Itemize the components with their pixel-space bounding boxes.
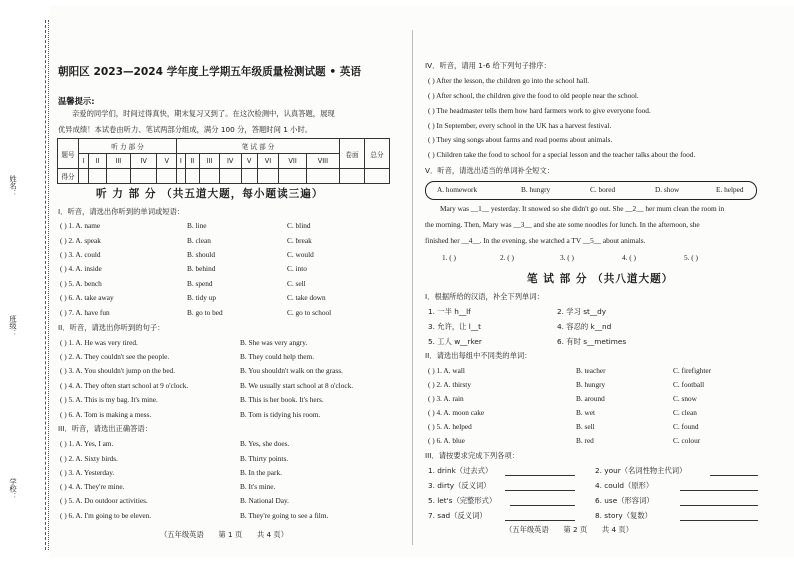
score-table-total: 总分 xyxy=(365,139,390,169)
written-s3-title: III．请按要求完成下列各项： xyxy=(425,451,520,460)
ordering-item: ( ) In September, every school in the UK has a harvest festival. xyxy=(428,121,612,130)
option-c: C. football xyxy=(673,380,705,389)
ordering-item: ( ) Children take the food to school for a special lesson and the teacher talks about the food. xyxy=(428,150,696,159)
score-table-listening: 听 力 部 分 xyxy=(79,139,177,154)
option-b: B. teacher xyxy=(576,366,606,375)
passage-line-3: finished her __4__. In the evening, she watched a TV __5__ about animals. xyxy=(425,236,646,245)
answer-line[interactable] xyxy=(505,490,575,491)
ordering-item: ( ) The headmaster tells them how hard farmers work to give everyone food. xyxy=(428,106,651,115)
score-table-numeral: V xyxy=(157,154,177,169)
question-stem: ( ) 3. A. rain xyxy=(428,394,464,403)
class-label: 班级： xyxy=(9,315,18,337)
question-stem: ( ) 1. A. name xyxy=(60,221,101,230)
option-c: C. colour xyxy=(673,436,701,445)
transform-item: 6. use（形容词） xyxy=(595,496,654,505)
option-b: B. In the park. xyxy=(240,468,282,477)
passage-line-2: the morning. Then, Mary was __3__ and she ate some noodles for lunch. In the afternoon, she xyxy=(425,220,700,229)
option-b: B. National Day. xyxy=(240,496,289,505)
fill-letter-item: 2. 学习 st__dy xyxy=(557,307,607,316)
question-stem: ( ) 2. A. speak xyxy=(60,236,101,245)
page-title: 朝阳区 2023—2024 学年度上学期五年级质量检测试题 • 英语 xyxy=(58,66,361,78)
answer-blank[interactable]: 5. ( ) xyxy=(684,253,698,262)
score-table-numeral: V xyxy=(241,154,257,169)
tips-line-1: 亲爱的同学们，时间过得真快，期末复习又到了。在这次检测中，认真答题，展现 xyxy=(72,109,335,118)
written-heading: 笔 试 部 分 （共八道大题） xyxy=(527,273,674,285)
word-option: D. show xyxy=(655,185,680,194)
question-stem: ( ) 2. A. thirsty xyxy=(428,380,471,389)
option-b: B. It's mine. xyxy=(240,482,276,491)
score-table-label-number: 题号 xyxy=(58,139,79,169)
passage-line-1: Mary was __1__ yesterday. It snowed so she didn't go out. She __2__ her mum clean the room in xyxy=(440,204,725,213)
option-c: C. clean xyxy=(673,408,697,417)
question-stem: ( ) 6. A. I'm going to be eleven. xyxy=(60,511,152,520)
option-b: B. They could help them. xyxy=(240,352,315,361)
score-table-volume: 卷面 xyxy=(340,139,365,169)
word-option: B. hungry xyxy=(521,185,551,194)
option-c: C. into xyxy=(287,264,307,273)
fill-letter-item: 1. 一半 h__lf xyxy=(428,307,471,316)
listening-heading: 听 力 部 分 （共五道大题，每小题读三遍） xyxy=(96,188,324,200)
written-s1-title: I．根据所给的汉语，补全下列单词： xyxy=(425,292,544,301)
answer-blank[interactable]: 3. ( ) xyxy=(560,253,574,262)
score-table-numeral: VI xyxy=(257,154,279,169)
question-stem: ( ) 4. A. inside xyxy=(60,264,102,273)
option-c: C. break xyxy=(287,236,312,245)
transform-item: 8. story（复数） xyxy=(595,511,652,520)
listening-s4-title: IV．听音，请用 1-6 给下列句子排序： xyxy=(425,61,551,70)
question-stem: ( ) 4. A. They're mine. xyxy=(60,482,125,491)
word-option: C. bored xyxy=(590,185,616,194)
score-table-label-score: 得分 xyxy=(58,169,79,184)
option-b: B. You shouldn't walk on the grass. xyxy=(240,366,343,375)
option-c: C. go to school xyxy=(287,308,332,317)
answer-blank[interactable]: 2. ( ) xyxy=(500,253,514,262)
word-option: E. helped xyxy=(716,185,744,194)
transform-item: 2. your（名词性物主代词） xyxy=(595,466,687,475)
question-stem: ( ) 5. A. This is my bag. It's mine. xyxy=(60,395,158,404)
question-stem: ( ) 1. A. He was very tired. xyxy=(60,338,138,347)
tips-title: 温馨提示: xyxy=(58,96,95,106)
answer-blank[interactable]: 4. ( ) xyxy=(622,253,636,262)
answer-line[interactable] xyxy=(510,505,575,506)
option-b: B. hungry xyxy=(576,380,606,389)
score-table-numeral: III xyxy=(199,154,219,169)
option-b: B. wet xyxy=(576,408,596,417)
answer-blank[interactable]: 1. ( ) xyxy=(442,253,456,262)
question-stem: ( ) 7. A. have fun xyxy=(60,308,110,317)
option-b: B. should xyxy=(187,250,215,259)
score-table-numeral: I xyxy=(79,154,89,169)
transform-item: 3. dirty（反义词） xyxy=(428,481,491,490)
score-table-numeral: VII xyxy=(279,154,306,169)
score-table-numeral: II xyxy=(185,154,199,169)
question-stem: ( ) 4. A. moon cake xyxy=(428,408,485,417)
question-stem: ( ) 5. A. Do outdoor activities. xyxy=(60,496,148,505)
option-b: B. She was very angry. xyxy=(240,338,308,347)
question-stem: ( ) 2. A. They couldn't see the people. xyxy=(60,352,170,361)
answer-line[interactable] xyxy=(680,490,758,491)
question-stem: ( ) 6. A. blue xyxy=(428,436,465,445)
fill-letter-item: 5. 工人 w__rker xyxy=(428,337,482,346)
transform-item: 4. could（原形） xyxy=(595,481,654,490)
option-b: B. behind xyxy=(187,264,216,273)
score-table-numeral: VIII xyxy=(306,154,339,169)
fill-letter-item: 6. 有时 s__metimes xyxy=(557,337,627,346)
answer-line[interactable] xyxy=(680,505,758,506)
binding-line-inner xyxy=(48,20,49,550)
score-table-numeral: III xyxy=(106,154,130,169)
option-c: C. snow xyxy=(673,394,697,403)
option-b: B. They're going to see a film. xyxy=(240,511,329,520)
option-c: C. found xyxy=(673,422,699,431)
written-s2-title: II．请选出每组中不同类的单词： xyxy=(425,351,532,360)
transform-item: 1. drink（过去式） xyxy=(428,466,493,475)
footer-page-1: （五年级英语 第 1 页 共 4 页） xyxy=(160,530,289,539)
option-c: C. would xyxy=(287,250,314,259)
listening-s3-title: III．听音，请选出正确答语： xyxy=(58,424,153,433)
listening-s1-title: I．听音，请选出你听到的单词或短语： xyxy=(58,207,185,216)
fill-letter-item: 4. 容忍的 k__nd xyxy=(557,322,612,331)
option-b: B. Thirty points. xyxy=(240,454,289,463)
option-b: B. We usually start school at 8 o'clock. xyxy=(240,381,354,390)
transform-item: 7. sad（反义词） xyxy=(428,511,487,520)
name-label: 姓名： xyxy=(9,175,18,197)
school-label: 学校： xyxy=(9,478,18,500)
footer-page-2: （五年级英语 第 2 页 共 4 页） xyxy=(505,525,634,534)
question-stem: ( ) 6. A. Tom is making a mess. xyxy=(60,410,152,419)
score-table xyxy=(57,138,390,184)
listening-s5-title: V．听音，请选出适当的单词补全短文： xyxy=(425,166,555,175)
question-stem: ( ) 3. A. could xyxy=(60,250,101,259)
option-b: B. around xyxy=(576,394,605,403)
score-table-numeral: IV xyxy=(130,154,156,169)
question-stem: ( ) 4. A. They often start school at 9 o'clock. xyxy=(60,381,189,390)
option-b: B. red xyxy=(576,436,594,445)
option-b: B. This is her book. It's hers. xyxy=(240,395,324,404)
option-b: B. tidy up xyxy=(187,293,216,302)
fill-letter-item: 3. 允许，让 l__t xyxy=(428,322,481,331)
question-stem: ( ) 3. A. Yesterday. xyxy=(60,468,115,477)
option-b: B. sell xyxy=(576,422,595,431)
score-table-written: 笔 试 部 分 xyxy=(177,139,340,154)
option-b: B. spend xyxy=(187,279,213,288)
score-table-numeral: I xyxy=(177,154,186,169)
ordering-item: ( ) After school, the children give the food to old people near the school. xyxy=(428,91,639,100)
binding-line-outer xyxy=(45,20,46,550)
ordering-item: ( ) After the lesson, the children go into the school hall. xyxy=(428,76,590,85)
question-stem: ( ) 3. A. You shouldn't jump on the bed. xyxy=(60,366,176,375)
option-b: B. line xyxy=(187,221,207,230)
answer-line[interactable] xyxy=(505,475,575,476)
answer-line[interactable] xyxy=(710,475,758,476)
option-b: B. Tom is tidying his room. xyxy=(240,410,321,419)
page-divider xyxy=(412,30,413,545)
question-stem: ( ) 2. A. Sixty birds. xyxy=(60,454,118,463)
tips-line-2: 优异成绩！本试卷由听力、笔试两部分组成，满分 100 分，答题时间 1 小时。 xyxy=(58,125,313,134)
option-c: C. firefighter xyxy=(673,366,712,375)
transform-item: 5. let's（完整形式） xyxy=(428,496,497,505)
question-stem: ( ) 5. A. bench xyxy=(60,279,102,288)
option-c: C. blind xyxy=(287,221,311,230)
option-b: B. Yes, she does. xyxy=(240,439,290,448)
answer-line[interactable] xyxy=(680,520,758,521)
option-b: B. go to bed xyxy=(187,308,223,317)
answer-line[interactable] xyxy=(505,520,575,521)
question-stem: ( ) 1. A. wall xyxy=(428,366,465,375)
ordering-item: ( ) They sing songs about farms and read poems about animals. xyxy=(428,135,613,144)
question-stem: ( ) 6. A. take away xyxy=(60,293,114,302)
question-stem: ( ) 5. A. helped xyxy=(428,422,472,431)
question-stem: ( ) 1. A. Yes, I am. xyxy=(60,439,114,448)
score-table-numeral: II xyxy=(89,154,106,169)
listening-s2-title: II．听音，请选出你听到的句子： xyxy=(58,323,165,332)
score-table-numeral: IV xyxy=(219,154,241,169)
option-c: C. take down xyxy=(287,293,326,302)
option-b: B. clean xyxy=(187,236,211,245)
option-c: C. sell xyxy=(287,279,306,288)
word-option: A. homework xyxy=(437,185,478,194)
